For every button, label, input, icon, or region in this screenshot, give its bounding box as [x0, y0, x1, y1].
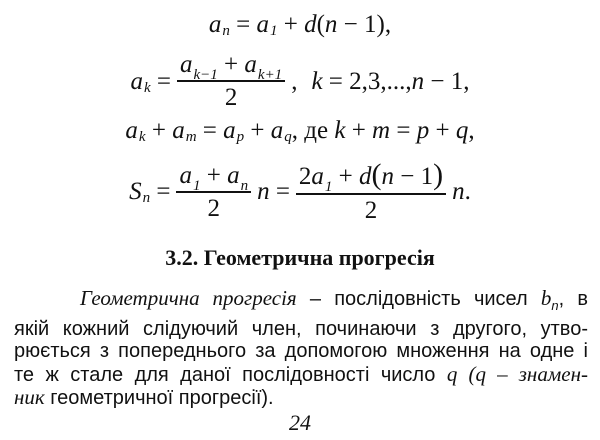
fraction: $\frac{a_1 + a_n}{2}$ — [176, 163, 251, 221]
paragraph-line: якій кожний слідуючий член, починаючи з другого, утво- — [14, 317, 588, 340]
definition-paragraph — [14, 287, 588, 410]
formula-mean-property: a k = $\frac{a_{k-1} + a_{k+1}}{2}$ , k = 2,3,...,n − 1, — [130, 51, 470, 111]
section-title: 3.2. Геометрична прогресія — [165, 245, 435, 270]
paragraph-line: ник геометричної прогресії). — [14, 385, 274, 409]
formula-index-sum-property: a k + a m = a p + a q , де k + m = p + q , — [125, 117, 475, 145]
paragraph-line: Геометрична прогресія – послідовність чисел $b_n$, в — [80, 286, 589, 313]
de-word: де — [304, 117, 329, 144]
term: Геометрична прогресія — [80, 286, 297, 310]
k-range: k = 2,3,...,n − 1, — [311, 67, 470, 95]
paragraph-line: те ж стале для даної послідовності число q (q – знамен- — [14, 361, 588, 386]
formula-sum: S n = $\frac{a_1 + a_n}{2}$ n = $\frac{2a_1 + d(n - 1)}{2}$ n . — [129, 158, 471, 224]
fraction: $\frac{2a_1 + d(n - 1)}{2}$ — [296, 160, 446, 223]
fraction: $\frac{a_{k-1} + a_{k+1}}{2}$ — [177, 52, 285, 110]
paragraph-line: рюється з попереднього за допомогою множення на одне і — [14, 340, 588, 362]
formula-nth-term: a n = a 1 + d ( n − 1), — [208, 11, 392, 39]
page-number: 24 — [289, 410, 311, 435]
